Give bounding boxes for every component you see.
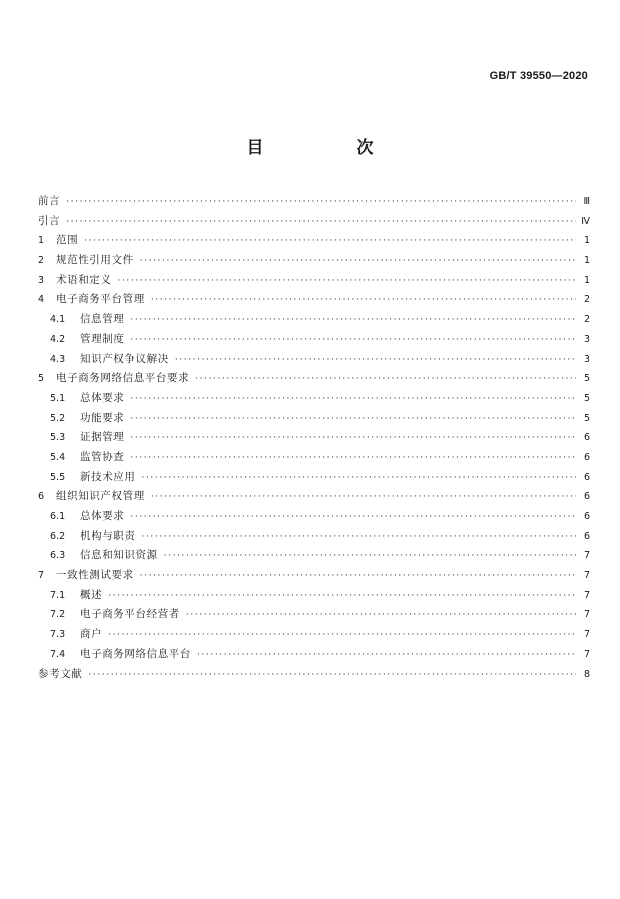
toc-entry-number: 4.2 — [50, 333, 66, 345]
toc-entry-page: 6 — [583, 451, 590, 463]
toc-entry-page: 7 — [583, 629, 590, 641]
toc-entry-number: 6.2 — [50, 530, 66, 542]
toc-entry-7-4[interactable] — [38, 645, 590, 665]
toc-entry-title: 电子商务平台管理 — [56, 293, 145, 306]
toc-entry-title: 信息和知识资源 — [80, 549, 158, 562]
toc-entry-7-3[interactable] — [38, 625, 590, 645]
toc-entry-page: 2 — [583, 294, 590, 306]
toc-entry-number: 5 — [38, 373, 45, 385]
toc-leader-dots — [130, 390, 576, 410]
toc-leader-dots — [130, 508, 576, 528]
toc-entry-page: 6 — [583, 511, 590, 522]
toc-entry-title: 管理制度 — [80, 332, 125, 345]
table-of-contents — [38, 192, 590, 684]
toc-entry-title: 信息管理 — [80, 313, 125, 326]
toc-entry-title: 电子商务网络信息平台要求 — [56, 372, 190, 385]
toc-entry-title: 电子商务平台经营者 — [80, 608, 180, 621]
toc-entry-number: 5.1 — [50, 392, 66, 404]
toc-leader-dots — [142, 528, 577, 548]
toc-entry-page: 6 — [583, 530, 590, 542]
toc-entry-7-2[interactable] — [38, 605, 590, 625]
toc-entry-number: 5.5 — [50, 471, 66, 483]
toc-entry-number: 5.4 — [50, 451, 66, 463]
toc-entry-page: 7 — [583, 648, 590, 660]
toc-entry-5[interactable] — [38, 369, 590, 389]
toc-entry-title: 参考文献 — [38, 667, 83, 680]
toc-entry-page: 1 — [583, 235, 590, 247]
toc-entry-5-2[interactable] — [38, 409, 590, 429]
toc-entry-number: 1 — [38, 235, 45, 247]
toc-entry-number: 4.3 — [50, 353, 66, 365]
toc-leader-dots — [195, 370, 576, 390]
toc-entry-5-4[interactable] — [38, 448, 590, 468]
toc-entry-page: 2 — [583, 314, 590, 326]
standard-code: GB/T 39550—2020 — [489, 70, 588, 82]
toc-entry-page: 7 — [583, 609, 590, 621]
toc-leader-dots — [140, 567, 576, 587]
toc-entry-6-3[interactable] — [38, 546, 590, 566]
toc-leader-dots — [130, 429, 576, 449]
toc-leader-dots — [186, 606, 576, 626]
toc-entry-title: 一致性测试要求 — [56, 569, 134, 582]
toc-entry-number: 7.4 — [50, 648, 66, 660]
toc-entry-number: 7.3 — [50, 629, 66, 641]
toc-entry-6[interactable] — [38, 487, 590, 507]
toc-entry-4-1[interactable] — [38, 310, 590, 330]
toc-entry-title: 引言 — [38, 214, 61, 227]
toc-entry-page: 6 — [583, 491, 590, 503]
toc-entry-title: 组织知识产权管理 — [56, 490, 145, 503]
toc-entry-4-3[interactable] — [38, 350, 590, 370]
toc-entry-page: 5 — [583, 392, 590, 404]
toc-entry-bibliography[interactable] — [38, 665, 590, 685]
toc-leader-dots — [66, 213, 576, 233]
toc-entry-title: 规范性引用文件 — [56, 254, 134, 267]
toc-entry-3[interactable] — [38, 271, 590, 291]
toc-entry-2[interactable] — [38, 251, 590, 271]
toc-entry-title: 证据管理 — [80, 431, 125, 444]
toc-entry-title: 机构与职责 — [80, 529, 136, 542]
toc-entry-number: 7 — [38, 570, 45, 582]
toc-entry-page: 7 — [583, 550, 590, 562]
toc-leader-dots — [151, 488, 576, 508]
toc-entry-page: 1 — [583, 255, 590, 267]
toc-entry-1[interactable] — [38, 231, 590, 251]
toc-entry-5-3[interactable] — [38, 428, 590, 448]
toc-entry-title: 术语和定义 — [56, 273, 112, 286]
toc-entry-number: 7.2 — [50, 609, 66, 621]
toc-entry-title: 商户 — [80, 628, 103, 641]
toc-title: 目 次 — [246, 138, 412, 158]
toc-leader-dots — [197, 646, 576, 666]
toc-entry-7-1[interactable] — [38, 586, 590, 606]
toc-entry-title: 范围 — [56, 234, 79, 247]
toc-entry-7[interactable] — [38, 566, 590, 586]
toc-leader-dots — [108, 587, 576, 607]
toc-entry-number: 4.1 — [50, 314, 66, 326]
toc-entry-number: 6.1 — [50, 511, 66, 522]
toc-leader-dots — [118, 272, 577, 292]
toc-leader-dots — [140, 252, 576, 272]
toc-entry-title: 前言 — [38, 195, 61, 207]
toc-entry-number: 7.1 — [50, 589, 66, 601]
toc-entry-page: 7 — [583, 570, 590, 582]
toc-entry-foreword[interactable] — [38, 192, 590, 212]
toc-leader-dots — [66, 193, 576, 213]
toc-entry-title: 知识产权争议解决 — [80, 352, 169, 365]
toc-entry-6-1[interactable] — [38, 507, 590, 527]
toc-leader-dots — [84, 232, 576, 252]
toc-leader-dots — [130, 449, 576, 469]
toc-entry-number: 6 — [38, 491, 45, 503]
toc-entry-title: 总体要求 — [80, 391, 125, 404]
toc-entry-title: 监管协查 — [80, 450, 125, 463]
toc-entry-page: 5 — [583, 373, 590, 385]
toc-entry-title: 电子商务网络信息平台 — [80, 647, 191, 660]
toc-entry-page: Ⅳ — [581, 215, 590, 227]
toc-leader-dots — [164, 547, 576, 567]
toc-leader-dots — [108, 626, 576, 646]
toc-entry-6-2[interactable] — [38, 527, 590, 547]
toc-entry-introduction[interactable] — [38, 212, 590, 232]
toc-entry-5-1[interactable] — [38, 389, 590, 409]
toc-entry-page: 6 — [583, 432, 590, 444]
toc-leader-dots — [130, 311, 576, 331]
toc-leader-dots — [130, 410, 576, 430]
toc-entry-page: 1 — [583, 274, 590, 286]
toc-entry-4[interactable] — [38, 290, 590, 310]
toc-entry-page: 8 — [583, 668, 590, 680]
toc-entry-number: 6.3 — [50, 550, 66, 562]
toc-leader-dots — [151, 291, 576, 311]
toc-entry-number: 5.2 — [50, 412, 66, 424]
toc-entry-number: 5.3 — [50, 432, 66, 444]
toc-leader-dots — [175, 351, 576, 371]
toc-entry-page: 7 — [583, 589, 590, 601]
toc-entry-number: 4 — [38, 294, 45, 306]
toc-entry-page: 5 — [583, 412, 590, 424]
toc-entry-title: 功能要求 — [80, 411, 125, 424]
toc-entry-title: 新技术应用 — [80, 470, 136, 483]
toc-entry-title: 总体要求 — [80, 510, 125, 522]
toc-entry-page: Ⅲ — [583, 196, 590, 207]
toc-entry-title: 概述 — [80, 588, 103, 601]
toc-entry-page: 6 — [583, 471, 590, 483]
toc-entry-4-2[interactable] — [38, 330, 590, 350]
toc-entry-page: 3 — [583, 333, 590, 345]
toc-leader-dots — [142, 469, 577, 489]
toc-entry-number: 2 — [38, 255, 45, 267]
toc-entry-number: 3 — [38, 274, 45, 286]
toc-entry-page: 3 — [583, 353, 590, 365]
toc-leader-dots — [130, 331, 576, 351]
toc-entry-5-5[interactable] — [38, 468, 590, 488]
toc-leader-dots — [88, 666, 576, 686]
